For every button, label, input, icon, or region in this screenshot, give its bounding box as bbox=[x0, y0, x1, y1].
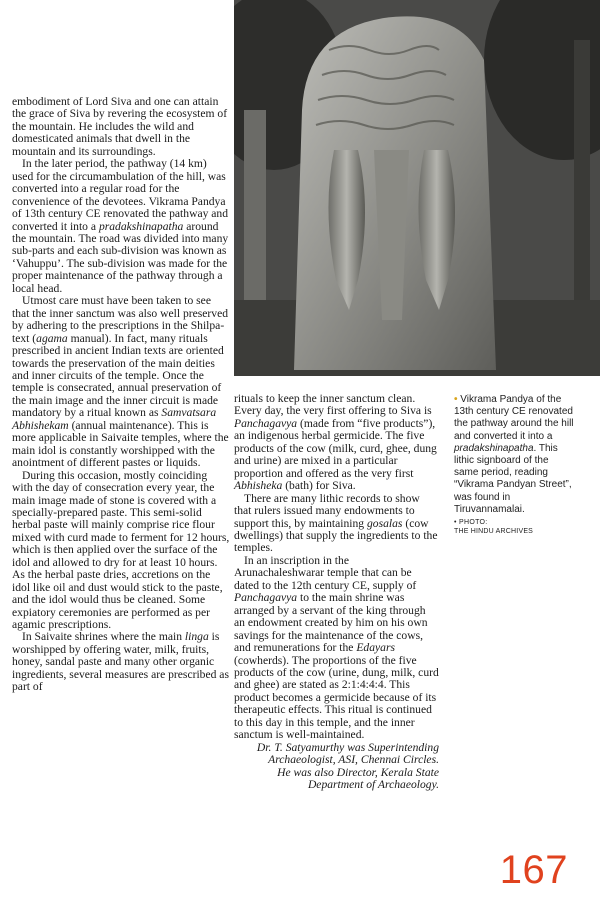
credit-line: He was also Director, Kerala State bbox=[277, 765, 439, 779]
photo-caption bbox=[454, 394, 574, 536]
text-column-1 bbox=[12, 96, 230, 694]
page-number: 167 bbox=[499, 848, 568, 892]
paragraph: During this occasion, mostly coinciding with the day of consecration every year, the main image made of stone is covered with a specially-prepared paste. This semi-solid herbal paste will mainly comprise rice flour mixed with curd made to ferment for 12 hours, which is then applied over the surface of the idol and allowed to dry for at least 10 hours. As the herbal paste dries, accretions on the idol like oil and dust would stick to the paste, and the idol would thus be cleaned. Some expiatory ceremonies are performed as per agamic prescriptions. bbox=[12, 468, 230, 632]
credit-line: Archaeologist, ASI, Chennai Circles. bbox=[268, 753, 439, 767]
caption-text: • Vikrama Pandya of the 13th century CE renovated the pathway around the hill and converted it into a pradakshinapatha. This lithic signboard of the same period, reading “Vikrama Pandyan Street”, was found in Tiruvannamalai. bbox=[454, 394, 574, 515]
paragraph: Utmost care must have been taken to see that the inner sanctum was also well preserved by adhering to the prescriptions in the Shilpa-text (agama manual). In fact, many rituals prescribed in ancient Indian texts are oriented towards the preservation of the main deities and inner circuits of the temple. Once the temple is consecrated, annual preservation of the main image and the inner circuit is made mandatory by a ritual known as Samvatsara Abhishekam (annual maintenance). This is more applicable in Saivaite temples, where the main idol is constantly worshipped with the anointment of different pastes or liquids. bbox=[12, 294, 229, 470]
author-credit bbox=[234, 742, 439, 792]
paragraph: embodiment of Lord Siva and one can attain the grace of Siva by revering the ecosystem of the mountain. He includes the wild and domesticated animals that dwell in the mountain and its surroundings. bbox=[12, 95, 228, 158]
caption-bullet-icon: • bbox=[454, 394, 458, 405]
signboard-photo bbox=[234, 0, 600, 376]
paragraph: In an inscription in the Arunachaleshwarar temple that can be dated to the 12th century CE, supply of Panchagavya to the main shrine was arranged by a servant of the king through an endowment created by him on his own savings for the maintenance of the cows, and remunerations for the Edayars (cowherds). The proportions of the five products of the cow (urine, dung, milk, curd and ghee) are stated as 2:1:4:4:4. This product becomes a germicide because of its therapeutic effects. This ritual is continued to this day in this temple, and the inner sanctum is well-maintained. bbox=[234, 553, 439, 742]
paragraph: There are many lithic records to show that rulers issued many endowments to support this, by maintaining gosalas (cow dwellings) that supply the ingredients to the temples. bbox=[234, 491, 438, 555]
paragraph: In the later period, the pathway (14 km) used for the circumambulation of the hill, was converted into a regular road for the convenience of the devotees. Vikrama Pandya of 13th century CE renovated the pathway and converted it into a pradakshinapatha around the mountain. The road was divided into many sub-parts and each sub-division was known as ‘Vahuppu’. The sub-division was made for the proper maintenance of the pathway through a local head. bbox=[12, 157, 229, 295]
photo-source: THE HINDU ARCHIVES bbox=[454, 528, 534, 536]
signboard-illustration bbox=[234, 0, 600, 376]
photo-label: • PHOTO: bbox=[454, 519, 488, 527]
paragraph: rituals to keep the inner sanctum clean. Every day, the very first offering to Siva is Panchagavya (made from “five products”), an indigenous herbal germicide. The five products of the cow (milk, curd, ghee, dung and urine) are mixed in a particular proportion and offered as the very first Abhisheka (bath) for Siva. bbox=[234, 392, 437, 493]
credit-line: Department of Archaeology. bbox=[307, 778, 439, 792]
text-column-2 bbox=[234, 393, 439, 792]
credit-line: Dr. T. Satyamurthy was Superintending bbox=[256, 740, 439, 754]
paragraph: In Saivaite shrines where the main linga is worshipped by offering water, milk, fruits, honey, sandal paste and many other organic ingredients, several measures are prescribed as part of bbox=[12, 630, 229, 694]
